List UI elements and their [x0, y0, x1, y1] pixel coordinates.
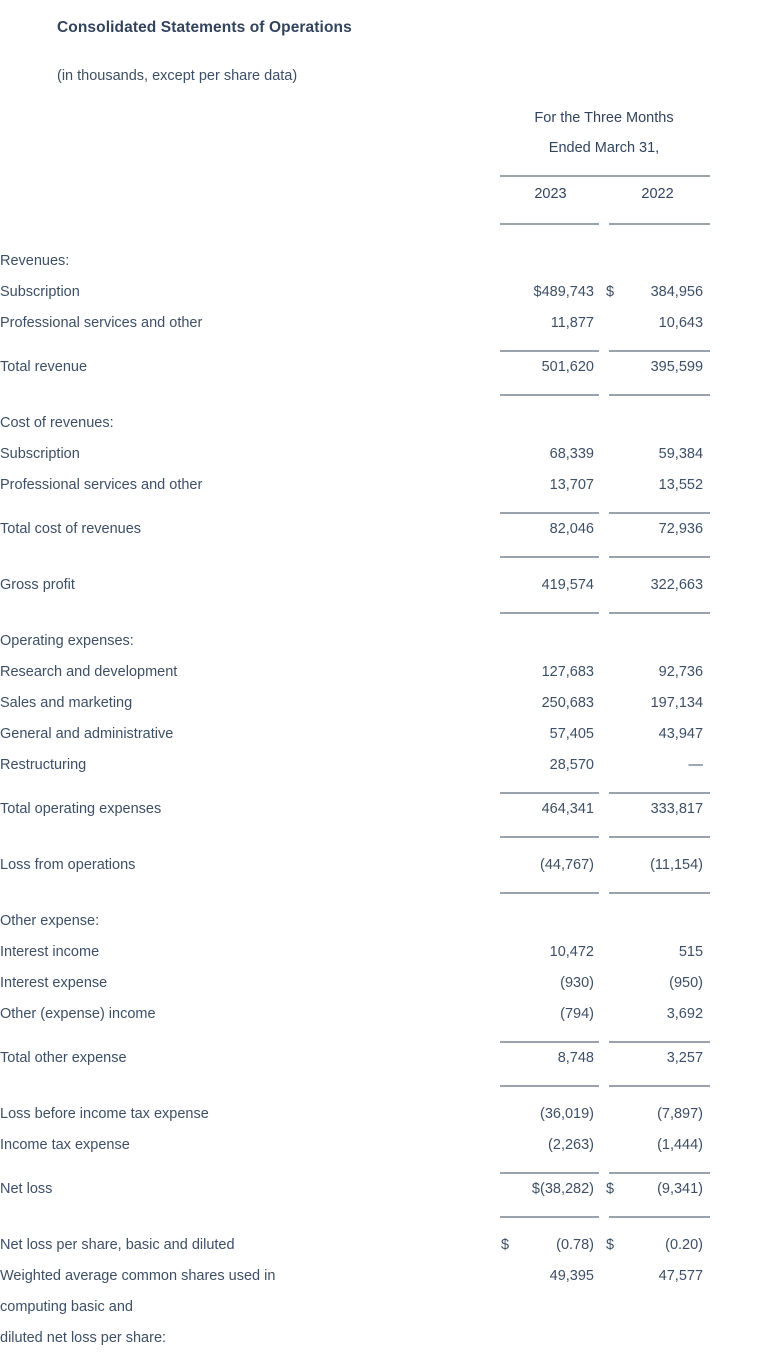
- spacer-cell: [711, 750, 758, 781]
- subtotal-rule-row: [0, 1074, 758, 1087]
- page-subtitle: (in thousands, except per share data): [57, 68, 298, 84]
- row-value-2022: 13,552: [658, 477, 704, 493]
- section-heading-row: [0, 906, 758, 937]
- row-value-2022: —: [688, 757, 704, 773]
- row-label: Total other expense: [0, 1050, 127, 1066]
- subtotal-rule-2023: [497, 1074, 604, 1087]
- subtotal-rule-2023: [497, 1161, 604, 1174]
- spacer-cell: [711, 339, 758, 352]
- row-value-2023: 11,877: [550, 315, 594, 331]
- spacer-cell: [711, 1292, 758, 1323]
- section-gap: [0, 225, 758, 246]
- spacer-cell: [711, 1205, 758, 1218]
- spacer-cell: [711, 881, 758, 894]
- section-gap: [0, 396, 758, 408]
- spacer-cell: [711, 545, 758, 558]
- subtotal-rule-2022: [604, 1205, 711, 1218]
- spacer-cell: [711, 850, 758, 881]
- row-label: Total operating expenses: [0, 801, 162, 817]
- currency-symbol: $: [606, 1237, 615, 1253]
- subtotal-rule-2023: [497, 383, 604, 396]
- spacer-cell: [497, 408, 758, 439]
- table-row: [0, 937, 758, 968]
- row-value-2022: (1,444): [657, 1137, 704, 1153]
- row-value-2022: 322,663: [650, 577, 704, 593]
- spacer-cell: [711, 277, 758, 308]
- row-label: Total revenue: [0, 359, 88, 375]
- year-rule-2022: [604, 211, 711, 225]
- spacer-cell: [0, 501, 497, 514]
- spacer-cell: [711, 1074, 758, 1087]
- subtotal-rule-row: [0, 601, 758, 614]
- year-header-row: [0, 177, 758, 211]
- row-value-2023: [497, 1323, 604, 1354]
- period-header-rule: [497, 163, 711, 177]
- row-value-2023: (44,767): [539, 857, 594, 873]
- spacer-cell: [0, 825, 497, 838]
- row-value-2022: [604, 1174, 711, 1205]
- row-label: Sales and marketing: [0, 695, 133, 711]
- spacer-cell: [0, 545, 497, 558]
- spacer-cell: [711, 999, 758, 1030]
- row-value-2023: (930): [560, 975, 594, 991]
- total-row: [0, 850, 758, 881]
- row-label: Subscription: [0, 446, 80, 462]
- table-row: [0, 968, 758, 999]
- row-label: Gross profit: [0, 577, 75, 593]
- table-row: [0, 657, 758, 688]
- row-label: Subscription: [0, 284, 80, 300]
- section-heading-row: [0, 408, 758, 439]
- spacer-cell: [497, 906, 758, 937]
- table-row: [0, 439, 758, 470]
- row-value-2023: $489,743: [533, 284, 594, 300]
- period-header-line-2: Ended March 31,: [548, 140, 660, 156]
- row-value-2023: (2,263): [548, 1137, 594, 1153]
- section-gap: [0, 614, 758, 626]
- subtotal-rule-row: [0, 1030, 758, 1043]
- total-row: [0, 794, 758, 825]
- spacer-cell: [0, 601, 497, 614]
- spacer-cell: [711, 1099, 758, 1130]
- row-label: Loss from operations: [0, 857, 136, 873]
- row-label: Restructuring: [0, 757, 87, 773]
- spacer-cell: [0, 1074, 497, 1087]
- spacer-cell: [711, 163, 758, 177]
- row-label: Weighted average common shares used in: [0, 1268, 276, 1284]
- period-header-row-1: [0, 103, 758, 133]
- subtotal-rule-2022: [604, 501, 711, 514]
- row-value-2022: [604, 277, 711, 308]
- spacer-cell: [711, 968, 758, 999]
- row-label: Professional services and other: [0, 315, 203, 331]
- subtotal-rule-row: [0, 781, 758, 794]
- spacer-cell: [711, 383, 758, 396]
- net-loss-row: [0, 1174, 758, 1205]
- table-row: [0, 1292, 758, 1323]
- row-value-2022: 47,577: [658, 1268, 704, 1284]
- spacer-cell: [0, 881, 497, 894]
- subtotal-rule-2022: [604, 545, 711, 558]
- row-value-2022: [604, 1230, 711, 1261]
- row-value-text: (0.78): [556, 1237, 594, 1253]
- income-statement-table: [0, 103, 758, 1354]
- subtotal-rule-2022: [604, 825, 711, 838]
- currency-symbol: $: [606, 1181, 615, 1197]
- subtotal-rule-row: [0, 825, 758, 838]
- subtotal-rule-row: [0, 383, 758, 396]
- row-value-2023: 49,395: [549, 1268, 594, 1284]
- period-header-rule-row: [0, 163, 758, 177]
- spacer-cell: [711, 308, 758, 339]
- row-label: Interest income: [0, 944, 100, 960]
- subtotal-rule-row: [0, 339, 758, 352]
- row-value-2022: (7,897): [657, 1106, 704, 1122]
- row-value-2023: 13,707: [549, 477, 594, 493]
- table-row: [0, 470, 758, 501]
- spacer-cell: [0, 1205, 497, 1218]
- spacer-cell: [0, 211, 497, 225]
- row-value-2023: 8,748: [557, 1050, 594, 1066]
- section-gap: [0, 1087, 758, 1099]
- row-value-2022: [604, 1323, 711, 1354]
- spacer-cell: [711, 688, 758, 719]
- subtotal-rule-2023: [497, 825, 604, 838]
- row-value-2023: 464,341: [541, 801, 594, 817]
- table-row: [0, 277, 758, 308]
- spacer-cell: [711, 439, 758, 470]
- row-value-2023: [497, 1230, 604, 1261]
- spacer-cell: [711, 103, 758, 133]
- spacer-cell: [711, 570, 758, 601]
- spacer-cell: [711, 1043, 758, 1074]
- table-row: [0, 999, 758, 1030]
- row-value-2023: 82,046: [549, 521, 594, 537]
- subtotal-rule-2022: [604, 781, 711, 794]
- total-row: [0, 570, 758, 601]
- subtotal-rule-2023: [497, 1030, 604, 1043]
- subtotal-rule-row: [0, 545, 758, 558]
- row-value-2022: 395,599: [650, 359, 704, 375]
- row-value-2023: 419,574: [541, 577, 594, 593]
- row-label: Loss before income tax expense: [0, 1106, 209, 1122]
- spacer-cell: [711, 794, 758, 825]
- subtotal-rule-row: [0, 881, 758, 894]
- period-header-line-1: For the Three Months: [534, 110, 674, 126]
- row-value-2022: 3,257: [666, 1050, 704, 1066]
- section-gap: [0, 894, 758, 906]
- row-value-2022: 197,134: [650, 695, 704, 711]
- spacer-cell: [711, 1230, 758, 1261]
- row-value-text: (9,341): [657, 1181, 704, 1197]
- row-value-2023: (36,019): [539, 1106, 594, 1122]
- row-label: Net loss per share, basic and diluted: [0, 1237, 235, 1253]
- currency-symbol: $: [501, 1237, 510, 1253]
- spacer-cell: [711, 1323, 758, 1354]
- row-value-2023: $(38,282): [531, 1181, 594, 1197]
- subtotal-rule-2023: [497, 545, 604, 558]
- row-label: Professional services and other: [0, 477, 203, 493]
- spacer-cell: [0, 103, 497, 133]
- table-row: [0, 1099, 758, 1130]
- subtotal-rule-2022: [604, 881, 711, 894]
- spacer-cell: [711, 133, 758, 163]
- year-rule-2023: [497, 211, 604, 225]
- table-row: [0, 1323, 758, 1354]
- spacer-cell: [0, 1161, 497, 1174]
- spacer-cell: [711, 937, 758, 968]
- row-value-2023: 28,570: [549, 757, 594, 773]
- section-gap: [0, 838, 758, 850]
- spacer-cell: [711, 1161, 758, 1174]
- row-label: Other (expense) income: [0, 1006, 156, 1022]
- row-value-2022: 72,936: [658, 521, 704, 537]
- spacer-cell: [711, 719, 758, 750]
- period-header-row-2: [0, 133, 758, 163]
- spacer-cell: [711, 1130, 758, 1161]
- table-row: [0, 1230, 758, 1261]
- table-row: [0, 1130, 758, 1161]
- subtotal-rule-2022: [604, 339, 711, 352]
- subtotal-rule-row: [0, 1161, 758, 1174]
- spacer-cell: [711, 352, 758, 383]
- section-heading-revenues: Revenues:: [0, 253, 70, 269]
- section-heading-cost-of-revenues: Cost of revenues:: [0, 415, 114, 431]
- spacer-cell: [0, 177, 497, 211]
- subtotal-rule-row: [0, 501, 758, 514]
- row-value-2022: 3,692: [666, 1006, 704, 1022]
- row-value-2022: 59,384: [658, 446, 704, 462]
- total-row: [0, 352, 758, 383]
- spacer-cell: [711, 781, 758, 794]
- spacer-cell: [711, 514, 758, 545]
- row-label: Net loss: [0, 1181, 53, 1197]
- row-value-2022: [604, 1292, 711, 1323]
- column-header-2023: 2023: [534, 186, 567, 202]
- spacer-cell: [711, 1174, 758, 1205]
- section-gap: [0, 1218, 758, 1230]
- subtotal-rule-2022: [604, 1161, 711, 1174]
- section-heading-row: [0, 626, 758, 657]
- subtotal-rule-2023: [497, 601, 604, 614]
- row-label: Total cost of revenues: [0, 521, 142, 537]
- subtotal-rule-2023: [497, 881, 604, 894]
- spacer-cell: [0, 383, 497, 396]
- spacer-cell: [0, 781, 497, 794]
- row-value-2022: 10,643: [658, 315, 704, 331]
- subtotal-rule-2023: [497, 1205, 604, 1218]
- row-value-text: 384,956: [650, 284, 704, 300]
- subtotal-rule-2022: [604, 601, 711, 614]
- spacer-cell: [711, 1030, 758, 1043]
- row-value-2023: 57,405: [549, 726, 594, 742]
- subtotal-rule-2023: [497, 501, 604, 514]
- row-label: Research and development: [0, 664, 178, 680]
- table-row: [0, 688, 758, 719]
- spacer-cell: [711, 501, 758, 514]
- row-label: diluted net loss per share:: [0, 1330, 167, 1346]
- section-heading-row: [0, 246, 758, 277]
- spacer-cell: [0, 1030, 497, 1043]
- spacer-cell: [0, 339, 497, 352]
- spacer-cell: [711, 211, 758, 225]
- row-value-text: (0.20): [665, 1237, 704, 1253]
- row-label: Interest expense: [0, 975, 108, 991]
- subtotal-rule-2022: [604, 1074, 711, 1087]
- section-gap: [0, 558, 758, 570]
- row-value-2023: 501,620: [541, 359, 594, 375]
- row-value-2022: (11,154): [650, 857, 704, 873]
- spacer-cell: [711, 470, 758, 501]
- row-label: Income tax expense: [0, 1137, 130, 1153]
- row-value-2023: 68,339: [549, 446, 594, 462]
- table-row: [0, 308, 758, 339]
- row-value-2023: [497, 1292, 604, 1323]
- row-value-2022: 92,736: [658, 664, 704, 680]
- spacer-cell: [497, 626, 758, 657]
- spacer-cell: [0, 163, 497, 177]
- section-heading-operating-expenses: Operating expenses:: [0, 633, 134, 649]
- subtotal-rule-2022: [604, 1030, 711, 1043]
- row-value-2023: 250,683: [541, 695, 594, 711]
- subtotal-rule-2023: [497, 339, 604, 352]
- subtotal-rule-2023: [497, 781, 604, 794]
- row-value-2022: 333,817: [650, 801, 704, 817]
- row-value-2023: (794): [560, 1006, 594, 1022]
- spacer-cell: [711, 1261, 758, 1292]
- row-label: computing basic and: [0, 1299, 133, 1315]
- spacer-cell: [497, 246, 758, 277]
- spacer-cell: [711, 177, 758, 211]
- spacer-cell: [711, 657, 758, 688]
- spacer-cell: [711, 825, 758, 838]
- currency-symbol: $: [606, 284, 615, 300]
- row-value-2023: 127,683: [541, 664, 594, 680]
- column-header-2022: 2022: [641, 186, 674, 202]
- subtotal-rule-row: [0, 1205, 758, 1218]
- year-rule-row: [0, 211, 758, 225]
- subtotal-rule-2022: [604, 383, 711, 396]
- spacer-cell: [711, 601, 758, 614]
- total-row: [0, 1043, 758, 1074]
- page-title: Consolidated Statements of Operations: [57, 19, 352, 36]
- table-row: [0, 1261, 758, 1292]
- total-row: [0, 514, 758, 545]
- row-value-2022: (950): [669, 975, 704, 991]
- row-value-2022: 515: [678, 944, 704, 960]
- row-value-2023: 10,472: [549, 944, 594, 960]
- row-value-2022: 43,947: [658, 726, 704, 742]
- table-row: [0, 719, 758, 750]
- spacer-cell: [0, 133, 497, 163]
- row-label: General and administrative: [0, 726, 174, 742]
- section-heading-other-expense: Other expense:: [0, 913, 100, 929]
- table-row: [0, 750, 758, 781]
